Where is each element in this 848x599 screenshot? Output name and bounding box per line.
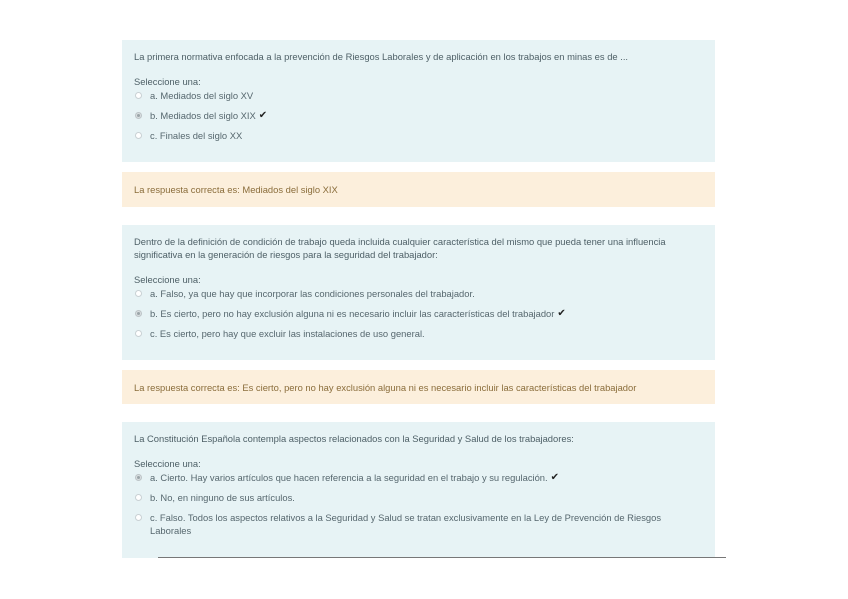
check-icon: ✔: [557, 308, 566, 319]
answer-label: c. Es cierto, pero hay que excluir las instalaciones de uso general.: [150, 328, 425, 339]
radio-button[interactable]: [135, 132, 142, 139]
radio-button[interactable]: [135, 112, 142, 119]
answer-label: a. Mediados del siglo XV: [150, 90, 254, 101]
question-3: [122, 422, 715, 558]
radio-button[interactable]: [135, 474, 142, 481]
answer-list: [134, 89, 703, 149]
answer-option-a[interactable]: [134, 89, 703, 109]
select-prompt: Seleccione una:: [134, 274, 201, 285]
answer-option-b[interactable]: [134, 307, 703, 327]
answer-label: a. Falso, ya que hay que incorporar las condiciones personales del trabajador.: [150, 288, 475, 299]
answer-option-b[interactable]: [134, 109, 703, 129]
correct-answer-feedback: [122, 172, 715, 207]
select-prompt: Seleccione una:: [134, 458, 201, 469]
feedback-text: La respuesta correcta es: Es cierto, pero no hay exclusión alguna ni es necesario incluir las características del trabajador: [134, 381, 637, 393]
question-2: [122, 225, 715, 360]
question-text: La Constitución Española contempla aspectos relacionados con la Seguridad y Salud de los trabajadores:: [134, 433, 574, 444]
radio-button[interactable]: [135, 514, 142, 521]
answer-label: b. Es cierto, pero no hay exclusión alguna ni es necesario incluir las características del trabajador: [150, 308, 555, 319]
radio-button[interactable]: [135, 92, 142, 99]
radio-button[interactable]: [135, 290, 142, 297]
radio-button[interactable]: [135, 310, 142, 317]
answer-option-c[interactable]: [134, 129, 703, 149]
check-icon: ✔: [550, 472, 560, 483]
answer-label: b. Mediados del siglo XIX: [150, 110, 256, 121]
radio-button[interactable]: [135, 330, 142, 337]
question-text: Dentro de la definición de condición de trabajo queda incluida cualquier característica del mismo que pueda tener una influencia significativa en la generación de riesgos para la seguridad del trabajador:: [134, 236, 666, 260]
correct-answer-feedback: [122, 370, 715, 404]
answer-list: [134, 471, 703, 539]
answer-label: a. Cierto. Hay varios artículos que hacen referencia a la seguridad en el trabajo y su regulación.: [150, 472, 548, 483]
question-text: La primera normativa enfocada a la prevención de Riesgos Laborales y de aplicación en los trabajos en minas es de ...: [134, 51, 629, 62]
answer-option-a[interactable]: [134, 287, 703, 307]
check-icon: ✔: [258, 110, 268, 121]
answer-label: c. Falso. Todos los aspectos relativos a la Seguridad y Salud se tratan exclusivamente en la Ley de Prevención de Riesgos Laborales: [150, 512, 662, 536]
answer-label: b. No, en ninguno de sus artículos.: [150, 492, 295, 503]
answer-option-a[interactable]: [134, 471, 703, 491]
question-1: [122, 40, 715, 162]
answer-option-b[interactable]: [134, 491, 703, 511]
select-prompt: Seleccione una:: [134, 76, 201, 87]
answer-option-c[interactable]: [134, 327, 703, 347]
answer-label: c. Finales del siglo XX: [150, 130, 243, 141]
answer-option-c[interactable]: [134, 511, 703, 539]
answer-list: [134, 287, 703, 347]
feedback-text: La respuesta correcta es: Mediados del siglo XIX: [134, 184, 338, 195]
radio-button[interactable]: [135, 494, 142, 501]
divider: [158, 557, 726, 558]
